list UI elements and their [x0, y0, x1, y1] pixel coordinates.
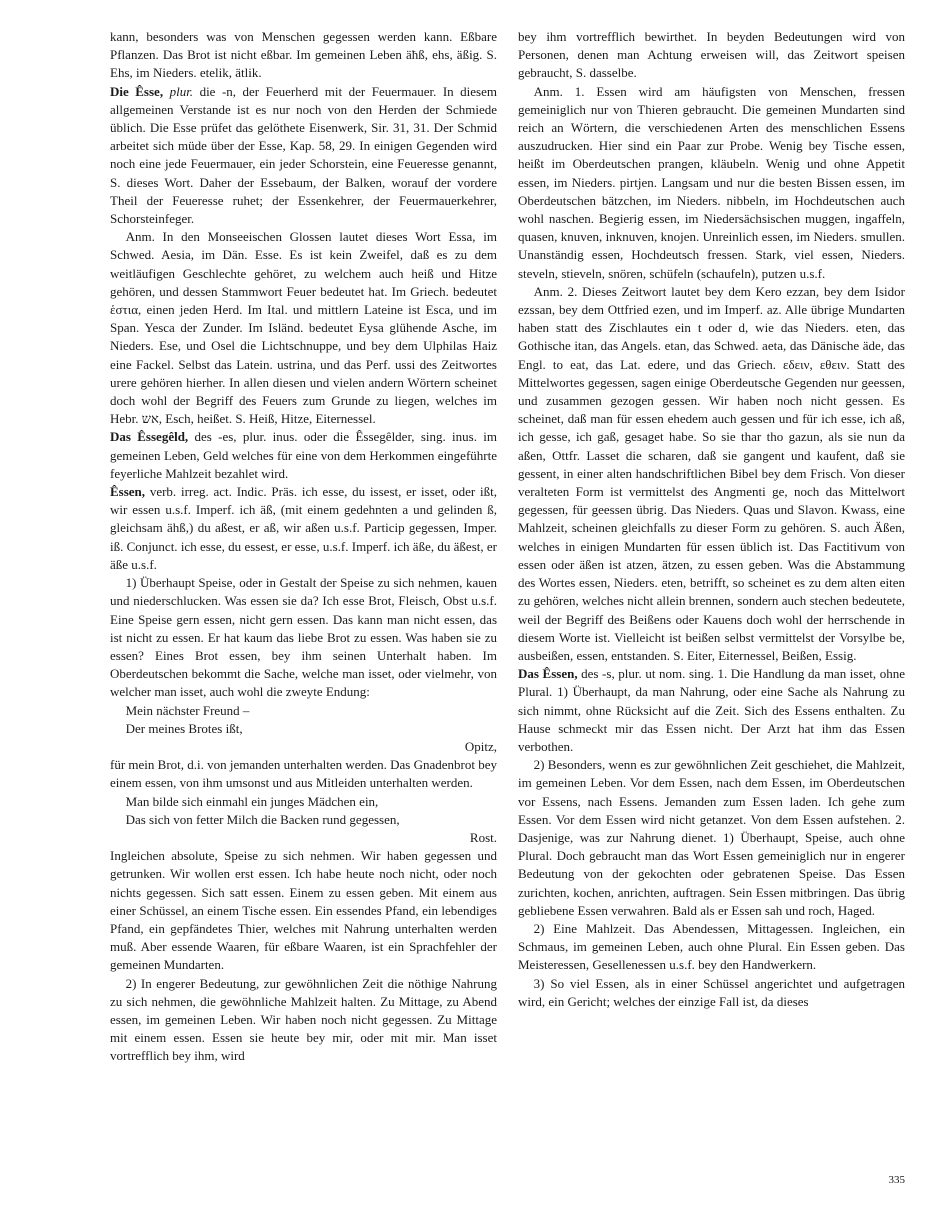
paragraph-text: 3) So viel Essen, als in einer Schüssel angerichtet und aufgetragen wird, ein Gericht; welches der einzige Fall ist, da dieses	[518, 975, 905, 1009]
quote-source	[110, 738, 497, 756]
right-column	[518, 28, 905, 1011]
paragraph	[110, 574, 497, 701]
paragraph	[110, 756, 497, 792]
paragraph-text: 1) Überhaupt Speise, oder in Gestalt der Speise zu sich nehmen, kauen und niederschlucken. Was essen sie da? Ich esse Brot, Fleisch, Obst u.s.f. Eine Speise gern essen, nicht gern essen. Das kann man nicht essen, das ist nicht zu essen. Er hat kaum das liebe Brot zu essen. Was haben sie zu essen? Eines Brot essen, bey ihm seinen Unterhalt haben. Im Oberdeutschen bekommt die Sache, welche man isset, oder vielmehr, von welcher man isset, auch wohl die zweyte Endung:	[110, 575, 497, 700]
paragraph-text: Anm. 1. Essen wird am häufigsten von Menschen, fressen gemeiniglich nur von Thieren gebraucht. Die gemeinen Mundarten sind reich an Wörtern, die verschiedenen Arten des menschlichen Essens auszudrucken. Hier sind ein Paar zur Probe. Wenig bey Tische essen, heißt im Oberdeutschen prangen, kläubeln. Wenig und ohne Appetit essen, im Nieders. pirtjen. Langsam und nur die besten Bissen essen, im Oberdeutschen bätzchen, im Nieders. nibbeln, im Hochdeutschen auch wohl naschen. Begierig essen, im Niedersächsischen muggen, ingaffeln, quasen, knuven, inknuven, knojen. Unreinlich essen, im Nieders. smullen. Unanständig essen, Hochdeutsch fressen. Stark, viel essen, Nieders. steveln, stieveln, snören, schüfeln (schaufeln), putzen u.s.f.	[518, 83, 905, 281]
dictionary-entry	[110, 83, 497, 229]
paragraph	[518, 756, 905, 920]
paragraph	[518, 975, 905, 1011]
paragraph-text: für mein Brot, d.i. von jemanden unterhalten werden. Das Gnadenbrot bey einem essen, von ihm umsonst und aus Mitleiden unterhalten werden.	[110, 757, 497, 791]
paragraph-text: Opitz,	[464, 738, 497, 754]
paragraph-text: Mein nächster Freund –	[125, 702, 250, 718]
paragraph	[518, 283, 905, 665]
paragraph-text: bey ihm vortrefflich bewirthet. In beyden Bedeutungen wird von Personen, denen man Achtung erweisen will, das Zeitwort speisen gebraucht, S. dasselbe.	[518, 29, 905, 81]
paragraph	[518, 28, 905, 83]
paragraph-text: des -es, plur. inus. oder die Êssegêlder, sing. inus. im gemeinen Leben, Geld welches für eine von dem Herkommen eingeführte feyerliche Mahlzeit bezahlet wird.	[110, 429, 498, 481]
headword: Die Êsse,	[110, 83, 164, 99]
paragraph-text: 2) Besonders, wenn es zur gewöhnlichen Zeit geschiehet, die Mahlzeit, im gemeinen Leben. Vor dem Essen, nach dem Essen, im Oberdeutschen vor Essens, nach Essens. Jemanden zum Essen laden. Ich gehe zum Essen. Vor dem Essen wird nicht getanzet. Von dem Essen aufstehen. 2. Dasjenige, was zur Nahrung dienet. 1) Überhaupt, Speise, auch ohne Plural. Doch gebraucht man das Wort Essen gemeiniglich nur in engerer Bedeutung von der gekochten oder gebratenen Speise. Das Essen zurichten, kochen, anrichten, auftragen. Sein Essen mitbringen. Das übrig gebliebene Essen verwahren. Bald als er Essen sah und roch, Haged.	[518, 757, 905, 918]
paragraph-text: 2) In engerer Bedeutung, zur gewöhnlichen Zeit die nöthige Nahrung zu sich nehmen, die gewöhnliche Mahlzeit halten. Zu Mittage, zu Abend essen, im gemeinen Leben. Wir haben noch nicht gegessen. Zu Mittage mit einem essen. Essen sie heute bey mir, oder mit mir. Man isset vortrefflich bey ihm, wird	[110, 975, 497, 1064]
left-column	[110, 28, 497, 1066]
paragraph	[110, 28, 497, 83]
paragraph-text: Anm. In den Monseeischen Glossen lautet dieses Wort Essa, im Schwed. Aesia, im Dän. Esse. Es ist kein Zweifel, daß es zu dem weitläufigen Geschlechte gehöret, zu welchem auch heiß und Hitze gehören, und dessen Stammwort Feuer bedeutet hat. Im Griech. bedeutet ἑστια, einen jeden Herd. Im Ital. und mittlern Lateine ist Esca, und im Span. Yesca der Zunder. Im Isländ. bedeutet Eysa glühende Asche, im Nieders. Ese, und Osel die Lichtschnuppe, und bey dem Ulphilas Haiz eine Fackel. Selbst das Latein. ustrina, und das Perf. ussi des Zeitwortes urere gehören hierher. In allen diesen und vielen andern Wörtern scheinet doch wohl der Begriff des Feuers zum Grunde zu liegen, welches im Hebr. אש, Esch, heißet. S. Heiß, Hitze, Eiternessel.	[110, 229, 497, 427]
paragraph-text: des -s, plur. ut nom. sing. 1. Die Handlung da man isset, ohne Plural. 1) Überhaupt, da man Nahrung, oder eine Sache als Nahrung zu sich nimmt, ohne Rücksicht auf die Zeit. Sich des Essens enthalten. Zu Hause schmeckt mir das Essen nicht. Der Arzt hat ihm das Essen verbothen.	[518, 666, 905, 754]
quote-source	[110, 829, 497, 847]
paragraph-text: Ingleichen absolute, Speise zu sich nehmen. Wir haben gegessen und getrunken. Wir wollen erst essen. Ich habe heute noch nicht, oder noch nichts gegessen. Sich satt essen. Einem zu essen geben. Mit einem aus einer Schüssel, an einem Tische essen. Ein essendes Pfand, ein lebendiges Pfand, ein gepfändetes Thier, welches mit Nahrung unterhalten werden muß. Aber essende Waaren, für eßbare Waaren, ist ein Sprachfehler der gemeinen Mundarten.	[110, 848, 497, 973]
headword: Êssen,	[110, 484, 146, 500]
paragraph	[110, 228, 497, 428]
paragraph-text: 2) Eine Mahlzeit. Das Abendessen, Mittagessen. Ingleichen, ein Schmaus, im gemeinen Leben, auch ohne Plural. Ein Essen geben. Das Meisteressen, Gesellenessen u.s.f. bey den Handwerkern.	[518, 920, 905, 973]
verse-line	[110, 793, 497, 811]
paragraph-text: Das sich von fetter Milch die Backen rund gegessen,	[125, 811, 400, 827]
verse-line	[110, 720, 497, 738]
paragraph-text: verb. irreg. act. Indic. Präs. ich esse, du issest, er isset, oder ißt, wir essen u.s.f. Imperf. ich äß, (mit einem gedehnten a und gelinden ß, gleichsam ähß,) du aßest, er aß, wir aßen u.s.f. Particip gegessen, Imper. iß. Conjunct. ich esse, du essest, er esse, u.s.f. Imperf. ich äße, du äßest, er äße u.s.f.	[110, 484, 498, 572]
paragraph-text: Man bilde sich einmahl ein junges Mädchen ein,	[125, 793, 379, 809]
headword: Das Êssegêld,	[110, 429, 189, 445]
paragraph	[518, 920, 905, 975]
paragraph	[110, 975, 497, 1066]
headword: Das Êssen,	[518, 666, 578, 682]
paragraph-text: die -n, der Feuerherd mit der Feuermauer. In diesem allgemeinen Verstande ist es nur noch von den Herden der Schmiede üblich. Die Esse prüfet das gelöthete Eisenwerk, Sir. 31, 31. Der Schmid arbeitet sich müde über der Esse, Kap. 58, 29. In einigen Gegenden wird noch eine jede Feuermauer, ein jeder Schorstein, eine Feueresse genannt, S. dieses Wort. Daher der Essebaum, der Balken, worauf der vordere Theil der Feueresse ruhet; der Essenkehrer, der Feuermauerkehrer, Schorsteinfeger.	[110, 83, 497, 227]
grammar-note: plur.	[169, 83, 194, 99]
dictionary-entry	[110, 483, 497, 574]
paragraph-text: Der meines Brotes ißt,	[125, 720, 243, 736]
dictionary-entry	[518, 665, 905, 756]
paragraph	[110, 847, 497, 974]
paragraph-text: Anm. 2. Dieses Zeitwort lautet bey dem Kero ezzan, bey dem Isidor ezssan, bey dem Ottfried ezen, und im Imperf. az. Alle übrige Mundarten haben statt des Zischlautes ein t oder d, wie das Nieders. eten, das Gothische itan, das Angels. etan, das Schwed. aeta, das Dänische äde, das Engl. to eat, das Lat. edere, und das Griech. εδειν, εθειν. Statt des Mittelwortes gegessen, sagen einige Oberdeutsche Gegenden nur geessen, und zusammen gezogen gessen. Wir haben noch nicht gessen. Es scheinet, daß man für essen ehedem auch gessen und für ich esse, ich aß, ich gesse, ich gaß, gesaget habe. So sie thar tho gazun, als sie nun da aßen, Ottfr. Lasset die scharen, daß sie gangent und kaufent, daß sie gessent, in einer alten handschriftlichen Bibel bey dem Frisch. Von dieser veralteten Form ist vermittelst des Angmenti ge, noch das Mittelwort gegessen, für geessen übrig. Das Nieders. Quas und Slavon. Kwass, eine Mahlzeit, scheinen gleichfalls zu dieser Form zu gehören. S. auch Äßen, welches in einigen Mundarten für essen üblich ist. Das Factitivum von essen oder äßen ist atzen, ätzen, zu essen geben. Was die Abstammung des Wortes essen, Nieders. eten, betrifft, so scheinet es zu dem alten eiten zu gehören, welches nicht allein brennen, sondern auch stechen bedeutete, weil der Begriff des Beißens oder Kauens doch wohl der herrschende in diesem Worte ist. Vielleicht ist beißen selbst vermittelst der Vorsylbe be, ausbeißen, essen, entstanden. S. Eiter, Eiternessel, Beißen, Essig.	[518, 283, 905, 663]
dictionary-entry	[110, 428, 497, 483]
verse-line	[110, 702, 497, 720]
paragraph-text: kann, besonders was von Menschen gegessen werden kann. Eßbare Pflanzen. Das Brot ist nicht eßbar. Im gemeinen Leben äħß, ehs, äßig. S. Ehs, im Nieders. etelik, ätlik.	[110, 29, 497, 81]
paragraph	[518, 83, 905, 283]
page-number: 335	[888, 1174, 905, 1186]
verse-line	[110, 811, 497, 829]
paragraph-text: Rost.	[469, 829, 497, 845]
